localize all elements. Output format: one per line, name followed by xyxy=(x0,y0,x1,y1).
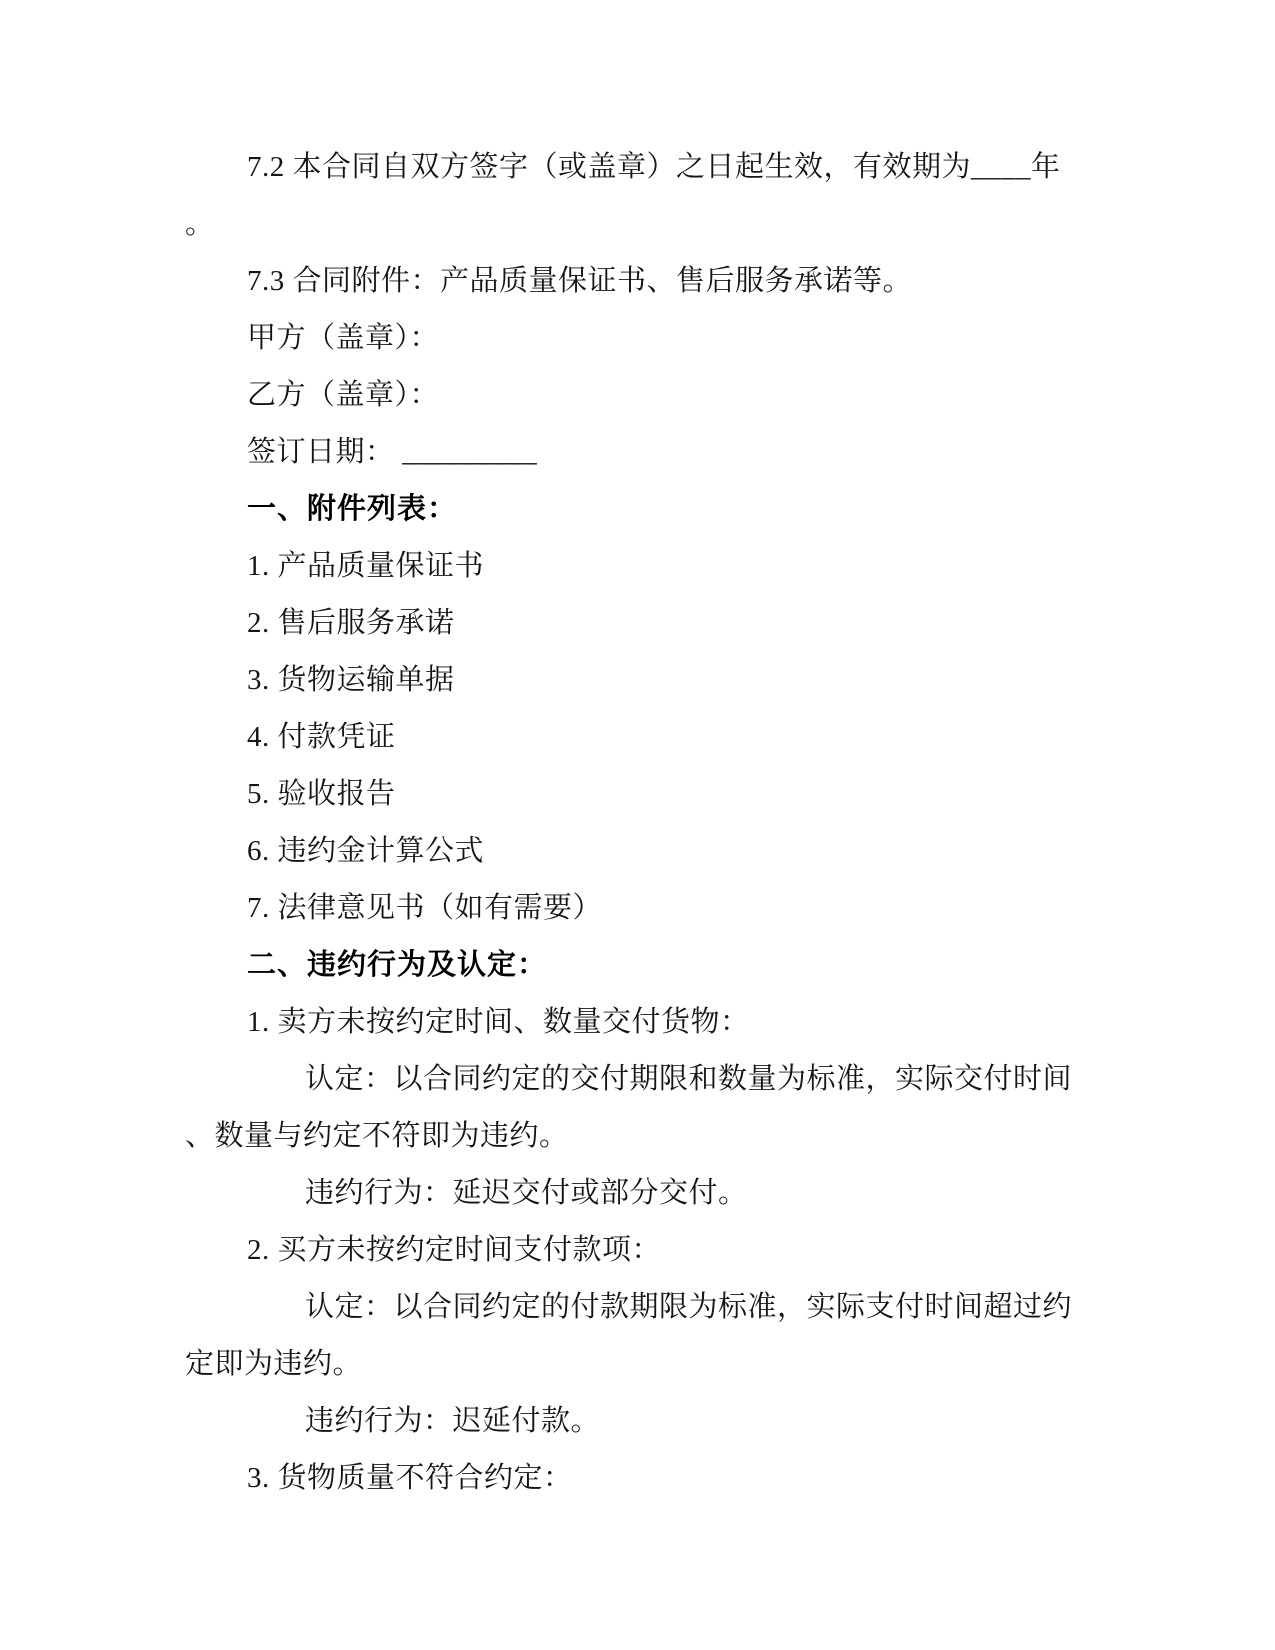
text-line: 4. 付款凭证 xyxy=(247,721,396,753)
text-line: 7. 法律意见书（如有需要） xyxy=(247,892,603,924)
text-line: 1. 产品质量保证书 xyxy=(247,550,485,582)
text-line: 3. 货物运输单据 xyxy=(247,664,455,696)
text-line: 签订日期： _________ xyxy=(247,436,538,468)
text-line: 5. 验收报告 xyxy=(247,778,396,810)
text-line: 乙方（盖章）： xyxy=(247,379,440,411)
text-line: 2. 售后服务承诺 xyxy=(247,607,455,639)
text-line: 定即为违约。 xyxy=(185,1348,363,1380)
text-line: 认定：以合同约定的付款期限为标准，实际支付时间超过约 xyxy=(305,1291,1073,1323)
text-line: 6. 违约金计算公式 xyxy=(247,835,485,867)
text-line: 2. 买方未按约定时间支付款项： xyxy=(247,1234,662,1266)
text-line: 违约行为：延迟交付或部分交付。 xyxy=(305,1177,748,1209)
text-line: 7.3 合同附件：产品质量保证书、售后服务承诺等。 xyxy=(247,265,913,297)
section-heading: 一、附件列表： xyxy=(247,493,458,525)
contract-body xyxy=(185,139,1120,1507)
text-line: 违约行为：迟延付款。 xyxy=(305,1405,601,1437)
text-line: 7.2 本合同自双方签字（或盖章）之日起生效，有效期为____年 xyxy=(247,151,1061,183)
text-line: 3. 货物质量不符合约定： xyxy=(247,1462,573,1494)
text-line: 。 xyxy=(185,208,215,240)
section-heading: 二、违约行为及认定： xyxy=(247,949,548,981)
text-line: 甲方（盖章）： xyxy=(247,322,440,354)
text-line: 认定：以合同约定的交付期限和数量为标准，实际交付时间 xyxy=(305,1063,1073,1095)
text-line: 、数量与约定不符即为违约。 xyxy=(185,1120,569,1152)
text-line: 1. 卖方未按约定时间、数量交付货物： xyxy=(247,1006,750,1038)
